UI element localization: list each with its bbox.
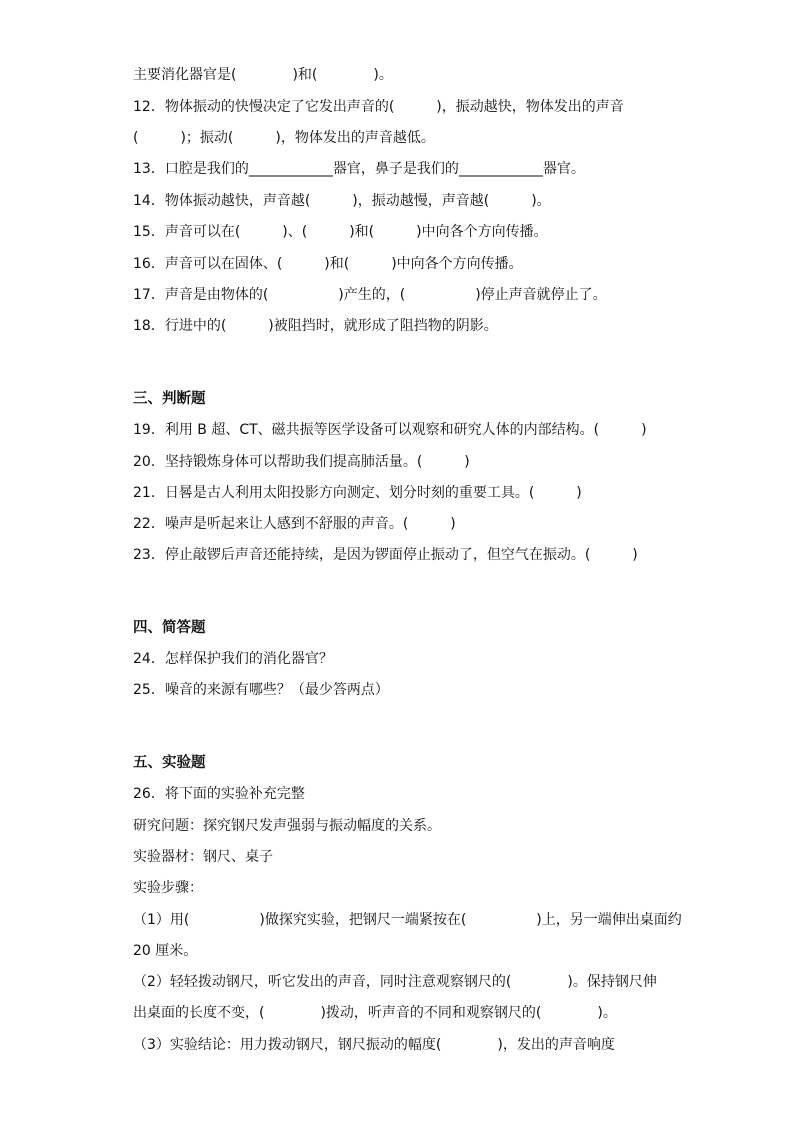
question-18: 18．行进中的( )被阻挡时，就形成了阻挡物的阴影。 bbox=[133, 318, 498, 334]
question-16: 16．声音可以在固体、( )和( )中向各个方向传播。 bbox=[133, 256, 523, 272]
section-3-title: 三、判断题 bbox=[133, 391, 206, 407]
question-14: 14．物体振动越快，声音越( )，振动越慢，声音越( )。 bbox=[133, 193, 551, 209]
question-12-continuation: ( )；振动( )，物体发出的声音越低。 bbox=[133, 130, 435, 146]
section-5-title: 五、实验题 bbox=[133, 755, 206, 771]
question-13: 13．口腔是我们的____________器官，鼻子是我们的____________器官。 bbox=[133, 161, 585, 177]
question-25: 25．噪音的来源有哪些？（最少答两点） bbox=[133, 682, 389, 698]
question-15: 15．声音可以在( )、( )和( )中向各个方向传播。 bbox=[133, 224, 548, 240]
question-21: 21．日晷是古人利用太阳投影方向测定、划分时刻的重要工具。( ) bbox=[133, 485, 582, 501]
step-1: （1）用( )做探究实验，把钢尺一端紧按在( )上，另一端伸出桌面约 bbox=[133, 912, 682, 928]
step-2: （2）轻轻拨动钢尺，听它发出的声音，同时注意观察钢尺的( )。保持钢尺伸 bbox=[133, 974, 657, 990]
question-12: 12．物体振动的快慢决定了它发出声音的( )，振动越快，物体发出的声音 bbox=[133, 99, 624, 115]
step-1-continuation: 20 厘米。 bbox=[133, 943, 198, 959]
question-22: 22．噪声是听起来让人感到不舒服的声音。( ) bbox=[133, 516, 456, 532]
question-11-continuation: 主要消化器官是( )和( )。 bbox=[133, 67, 393, 83]
section-4-title: 四、简答题 bbox=[133, 620, 206, 636]
question-24: 24．怎样保护我们的消化器官？ bbox=[133, 651, 333, 667]
steps-heading: 实验步骤： bbox=[133, 880, 203, 896]
materials: 实验器材：钢尺、桌子 bbox=[133, 849, 273, 865]
question-19: 19．利用 B 超、CT、磁共振等医学设备可以观察和研究人体的内部结构。( ) bbox=[133, 422, 647, 438]
step-3: （3）实验结论：用力拨动钢尺，钢尺振动的幅度( )，发出的声音响度 bbox=[133, 1037, 615, 1053]
question-26: 26．将下面的实验补充完整 bbox=[133, 786, 305, 802]
question-23: 23．停止敲锣后声音还能持续，是因为锣面停止振动了，但空气在振动。( ) bbox=[133, 547, 638, 563]
question-20: 20．坚持锻炼身体可以帮助我们提高肺活量。( ) bbox=[133, 454, 470, 470]
step-2-continuation: 出桌面的长度不变，( )拨动，听声音的不同和观察钢尺的( )。 bbox=[133, 1005, 617, 1021]
question-17: 17．声音是由物体的( )产生的，( )停止声音就停止了。 bbox=[133, 287, 607, 303]
research-question: 研究问题：探究钢尺发声强弱与振动幅度的关系。 bbox=[133, 818, 441, 834]
